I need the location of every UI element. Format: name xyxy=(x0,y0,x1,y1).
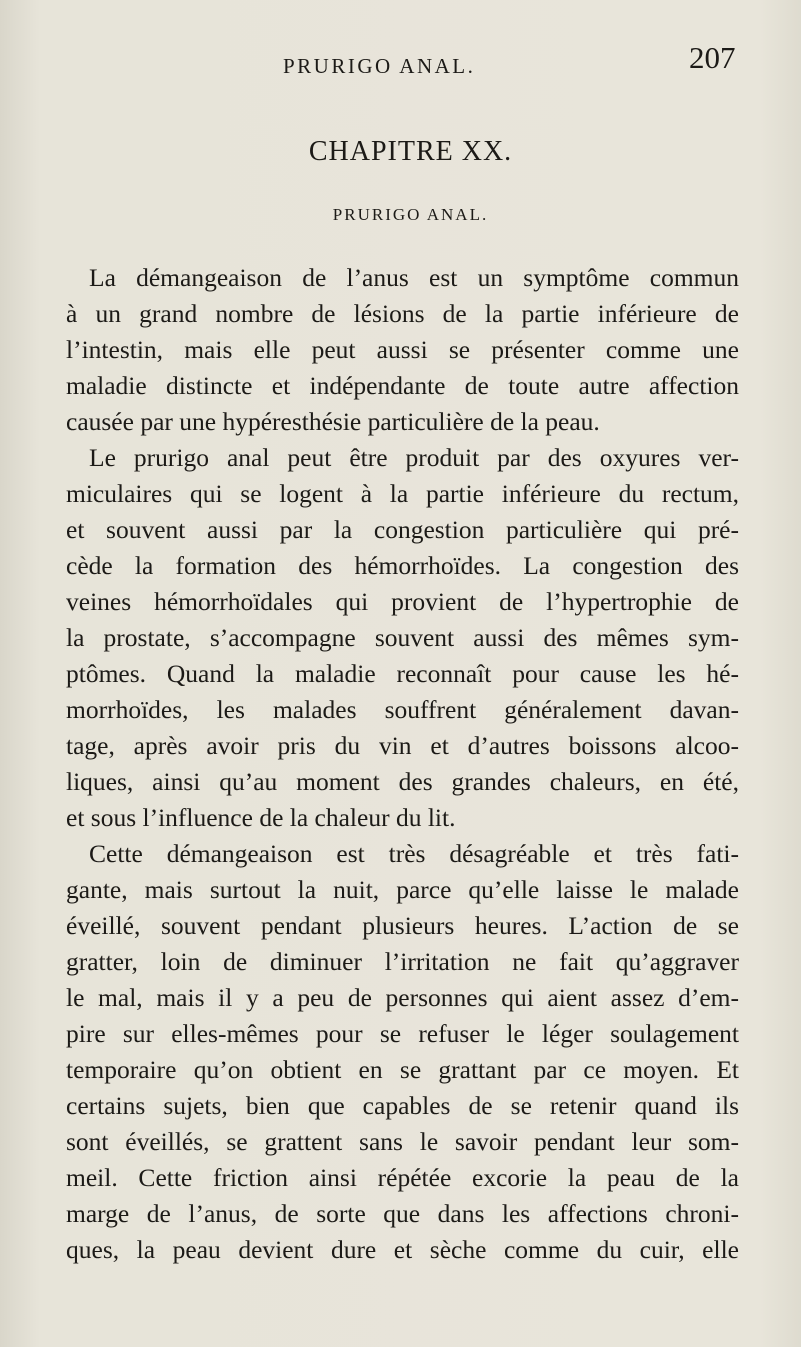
text-line: morrhoïdes, les malades souffrent généralement davan- xyxy=(66,695,739,724)
text-line: tage, après avoir pris du vin et d’autres boissons alcoo- xyxy=(66,731,739,760)
text-line: certains sujets, bien que capables de se retenir quand ils xyxy=(66,1091,739,1120)
text-line: pire sur elles-mêmes pour se refuser le léger soulagement xyxy=(66,1019,739,1048)
chapter-title: CHAPITRE XX. xyxy=(308,136,513,167)
text-line: meil. Cette friction ainsi répétée excorie la peau de la xyxy=(66,1163,739,1192)
text-line: veines hémorrhoïdales qui provient de l’hypertrophie de xyxy=(66,587,739,616)
running-head: PRURIGO ANAL. xyxy=(283,54,476,78)
text-line: causée par une hypéresthésie particulière de la peau. xyxy=(66,407,600,436)
text-line: cède la formation des hémorrhoïdes. La congestion des xyxy=(66,551,739,580)
text-line: et sous l’influence de la chaleur du lit. xyxy=(66,803,456,832)
page-number: 207 xyxy=(689,40,736,75)
text-line: gante, mais surtout la nuit, parce qu’elle laisse le malade xyxy=(66,875,739,904)
text-line: ques, la peau devient dure et sèche comme du cuir, elle xyxy=(66,1235,739,1264)
text-line: maladie distincte et indépendante de toute autre affection xyxy=(66,371,739,400)
text-line: éveillé, souvent pendant plusieurs heures. L’action de se xyxy=(66,911,739,940)
text-line: gratter, loin de diminuer l’irritation ne fait qu’aggraver xyxy=(66,947,739,976)
text-line: sont éveillés, se grattent sans le savoir pendant leur som- xyxy=(66,1127,739,1156)
text-line: et souvent aussi par la congestion particulière qui pré- xyxy=(66,515,739,544)
section-title: PRURIGO ANAL. xyxy=(332,205,489,224)
text-line: à un grand nombre de lésions de la partie inférieure de xyxy=(66,299,739,328)
text-line: La démangeaison de l’anus est un symptôme commun xyxy=(89,263,739,292)
text-line: le mal, mais il y a peu de personnes qui aient assez d’em- xyxy=(66,983,739,1012)
text-line: temporaire qu’on obtient en se grattant par ce moyen. Et xyxy=(66,1055,739,1084)
text-line: Le prurigo anal peut être produit par des oxyures ver- xyxy=(89,443,739,472)
text-line: l’intestin, mais elle peut aussi se présenter comme une xyxy=(66,335,739,364)
text-line: miculaires qui se logent à la partie inférieure du rectum, xyxy=(66,479,739,508)
text-line: Cette démangeaison est très désagréable et très fati- xyxy=(89,839,739,868)
text-line: ptômes. Quand la maladie reconnaît pour cause les hé- xyxy=(66,659,739,688)
text-line: liques, ainsi qu’au moment des grandes chaleurs, en été, xyxy=(66,767,739,796)
text-line: marge de l’anus, de sorte que dans les affections chroni- xyxy=(66,1199,739,1228)
text-line: la prostate, s’accompagne souvent aussi des mêmes sym- xyxy=(66,623,739,652)
